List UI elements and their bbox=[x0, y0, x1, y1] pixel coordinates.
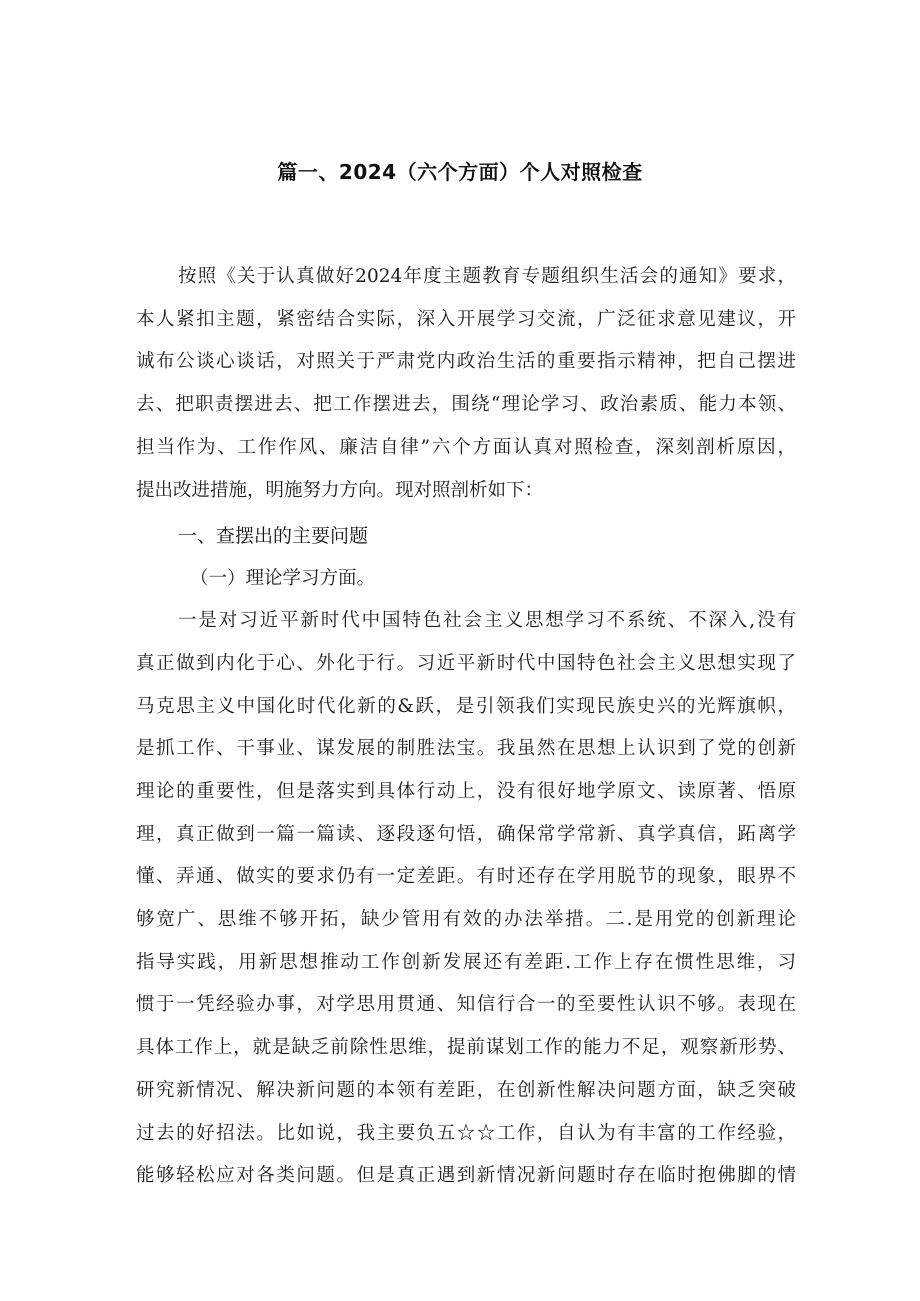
body-line: 真正做到内化于心、外化于行。习近平新时代中国特色社会主义思想实现了 bbox=[136, 653, 796, 674]
intro-line: 担当作为、工作作风、廉洁自律”六个方面认真对照检查，深刻剖析原因， bbox=[136, 437, 796, 458]
body-line: 研究新情况、解决新问题的本领有差距，在创新性解决问题方面，缺乏突破 bbox=[136, 1080, 796, 1101]
body-line: 够宽广、思维不够开拓，缺少管用有效的办法举措。二.是用党的创新理论 bbox=[136, 909, 796, 930]
body-line: 理，真正做到一篇一篇读、逐段逐句悟，确保常学常新、真学真信，跖离学 bbox=[136, 824, 796, 845]
intro-line: 按照《关于认真做好2024年度主题教育专题组织生活会的通知》要求， bbox=[178, 266, 796, 287]
body-line: 具体工作上，就是缺乏前除性思维，提前谋划工作的能力不足，观察新形势、 bbox=[136, 1037, 796, 1058]
section-heading: 一、查摆出的主要问题 bbox=[178, 525, 369, 547]
intro-line: 本人紧扣主题，紧密结合实际，深入开展学习交流，广泛征求意见建议，开 bbox=[136, 309, 796, 330]
body-line: 是抓工作、干事业、谋发展的制胜法宝。我虽然在思想上认识到了党的创新 bbox=[136, 738, 796, 759]
body-line: 能够轻松应对各类问题。但是真正遇到新情况新问题时存在临时抱佛脚的情 bbox=[136, 1165, 796, 1186]
body-line: 理论的重要性，但是落实到具体行动上，没有很好地学原文、读原著、悟原 bbox=[136, 781, 796, 802]
document-title: 篇一、2024（六个方面）个人对照检查 bbox=[277, 160, 643, 184]
intro-line: 提出改进措施，明施努力方向。现对照剖析如下： bbox=[136, 480, 544, 501]
body-line: 懂、弄通、做实的要求仍有一定差距。有时还存在学用脱节的现象，眼界不 bbox=[136, 866, 796, 887]
body-line: 惯于一凭经验办事，对学思用贯通、知信行合一的至要性认识不够。表现在 bbox=[136, 994, 796, 1015]
body-line: 马克思主义中国化时代化新的&跃，是引领我们实现民族史兴的光辉旗帜， bbox=[136, 696, 796, 717]
body-line: 一是对习近平新时代中国特色社会主义思想学习不系统、不深入,没有 bbox=[178, 610, 796, 631]
subsection-heading: （一）理论学习方面。 bbox=[190, 568, 376, 589]
body-line: 过去的好招法。比如说，我主要负五☆☆工作，自认为有丰富的工作经验， bbox=[136, 1123, 796, 1144]
body-line: 指导实践，用新思想推动工作创新发展还有差距.工作上存在惯性思维，习 bbox=[136, 952, 796, 973]
intro-line: 去、把职责摆进去、把工作摆进去，围绕“理论学习、政治素质、能力本领、 bbox=[136, 394, 796, 415]
intro-line: 诚布公谈心谈话，对照关于严肃党内政治生活的重要指示精神，把自己摆进 bbox=[136, 351, 796, 372]
